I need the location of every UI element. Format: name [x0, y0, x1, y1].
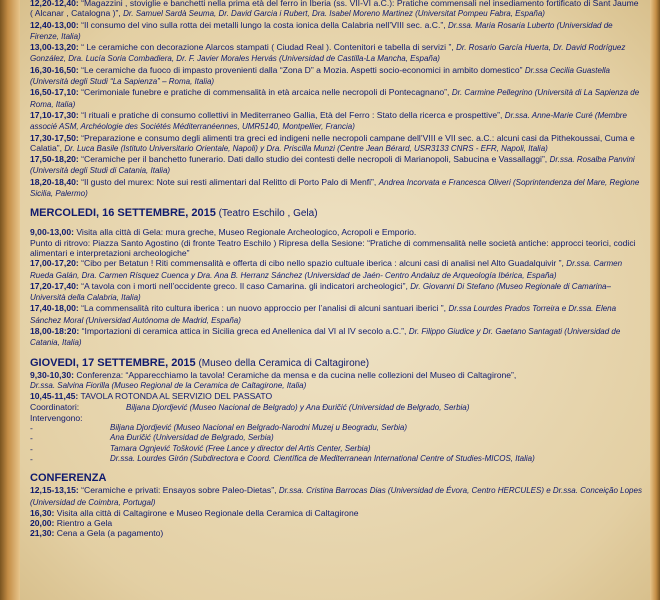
programme-content: [30, 0, 642, 539]
programme-entry: 9,00-13,00: Visita alla città di Gela: mura greche, Museo Regionale Archeologico, Acropoli e Emporio.: [30, 227, 417, 238]
programme-entry: 12,15-13,15: “Ceramiche e privati: Ensayos sobre Paleo-Dietas”, Dr.ssa. Cristina Barrocas Dias (Universidad de Évora, Centro HERCULES) e Dr.ssa. Conceição Lopes (Universidad de Coimbra, Portugal): [30, 485, 642, 507]
programme-entry: 18,00-18:20: “Importazioni di ceramica attica in Sicilia greca ed Anellenica dal VI al IV secolo a.C.”, Dr. Filippo Giudice y Dr. Gaetano Santagati (Universidad de Catania, Italia): [30, 326, 621, 348]
conferenza-heading: CONFERENZA: [30, 472, 107, 485]
programme-entry: 12,20-12,40: “Magazzini , stoviglie e banchetti nella prima età del ferro in Iberia (ss. VII-VI a.C.): Pratiche commensali nel insediamento fortificato di Sant Jaume ( Alcanar , Catalogna )”, Dr. Samuel Sardà Seuma, Dr. David Garcia i Rubert, Dra. Isabel Moreno Martinez (Universitat Pompeu Fabra, España): [30, 0, 639, 19]
programme-entry: 13,00-13,20: “ Le ceramiche con decorazione Alarcos stampati ( Ciudad Real ). Contenitori e tabella di servizi ”, Dr. Rosario García Huerta, Dr. David Rodríguez González, Dra. Lucía Soria Combadiera, Dr. F. Javier Morales Hervás (Universidad de Castilla-La Mancha, España): [30, 42, 626, 64]
coordinators-line: Coordinatori: Biljana Djordjević (Museo Nacional de Belgrado) y Ana Đuričić (Universidad de Belgrado, Serbia): [30, 401, 470, 412]
programme-entry: 17,00-17,20: “Cibo per Betatun ! Riti commensalità e offerta di cibo nello spazio cultuale iberica : alcuni casi di analisi nel Alto Guadalquivir ”, Dr.ssa. Carmen Rueda Galán, Dra. Carmen Rísquez Cuenca y Dra. Ana B. Herranz Sánchez (Universidad de Jaén- Centro Andaluz de Arqueología Ibérica, España): [30, 258, 623, 280]
programme-entry: 17,50-18,20: “Ceramiche per il banchetto funerario. Dati dallo studio dei contesti delle necropoli di Marianopoli, Sabucina e Vassallaggi”, Dr.ssa. Rosalba Panvini (Università degli Studi di Catania, Italia): [30, 154, 635, 176]
speaker-row: - Tamara Ognjević Tošković (Free Lance y director del Artis Center, Serbia): [30, 443, 371, 454]
programme-entry: 17,40-18,00: “La commensalità rito cultura iberica : un nuovo approccio per l’analisi di alcuni santuari iberici ”, Dr.ssa Lourdes Prados Torreira e Dr.ssa. Elena Sánchez Moral (Universidad Autónoma de Madrid, España): [30, 303, 617, 325]
day1-session-list: [30, 0, 642, 199]
programme-entry: 18,20-18,40: “Il gusto del murex: Note sui resti alimentari dal Relitto di Porto Palo di Menfi”, Andrea Incorvata e Francesca Oliveri (Soprintendenza del Mare, Regione Sicilia, Palermo): [30, 176, 640, 199]
programme-entry: 12,40-13,00: “Il consumo del vino sulla rotta dei metalli lungo la costa ionica della Calabria nell’VIII sec. a.C.”, Dr.ssa. Maria Rosaria Luberto (Universidad de Firenze, Italia): [30, 19, 613, 41]
speaker-row: - Biljana Djordjević (Museo Nacional en Belgrado-Narodni Muzej u Beogradu, Serbia): [30, 423, 408, 434]
programme-entry: 17,30-17,50: “Preparazione e consumo degli alimenti tra greci ed indigeni nelle necropoli campane dell’VIII e VII sec. a.C.: alcuni casi da Pithekoussai, Cuma e Calatia”, Dr. Luca Basile (Istituto Universitario Orientale, Napoli) y Dra. Priscilla Munzi (Centre Jean Bérard, USR3133 CNRS - EFR, Napoli, Italia): [30, 132, 635, 153]
programme-entry: 9,30-10,30: Conferenza: “Apparecchiamo la tavola! Ceramiche da mensa e da cucina nelle collezioni del Museo di Caltagirone”, Dr.ssa. Salvina Fiorilla (Museo Regional de la Ceramica de Caltagirone, Italia): [30, 369, 517, 390]
speaker-row: - Ana Đuričić (Universidad de Belgrado, Serbia): [30, 433, 274, 444]
programme-entry: 21,30: Cena a Gela (a pagamento): [30, 528, 164, 539]
right-frame-border: [650, 0, 660, 600]
programme-entry: 17,20-17,40: “A tavola con i morti nell’occidente greco. Il caso Camarina. gli indicatori archeologici”, Dr. Giovanni Di Stefano (Museo Regionale di Camarina–Università della Calabria, Italia): [30, 280, 611, 303]
day2-session-list: [30, 227, 642, 348]
conferenza-session-list: [30, 485, 642, 538]
speaker-row: - Dr.ssa. Lourdes Girón (Subdirectora e Coord. Científica de Mediterranean International Centre of Studies-MICOS, Italia): [30, 453, 535, 464]
day3-session-list: [30, 370, 642, 465]
left-frame-border: [0, 0, 20, 600]
meeting-point-text: Punto di ritrovo: Piazza Santo Agostino (di fronte Teatro Eschilo ) Ripresa della Sesione: “Pratiche di commensalità nelle società antiche: approcci teorici, codici alimentari e interpretazioni archeologiche”: [30, 237, 636, 258]
day3-heading: GIOVEDI, 17 SETTEMBRE, 2015 (Museo della Ceramica di Caltagirone): [30, 356, 370, 369]
programme-entry: 10,45-11,45: TAVOLA ROTONDA AL SERVIZIO DEL PASSATO: [30, 391, 273, 402]
programme-entry: 16,30-16,50: “Le ceramiche da fuoco di impasto provenienti dalla “Zona D” a Mozia. Aspetti socio-economici in ambito domestico” Dr.ssa Cecilia Guastella (Università degli Studi “La Sapienza” – Roma, Italia): [30, 64, 610, 87]
programme-entry: 16,50-17,10: “Cerimoniale funebre e pratiche di commensalità in età arcaica nelle necropoli di Pontecagnano”, Dr. Carmine Pellegrino (Università di La Sapienza de Roma, Italia): [30, 87, 640, 109]
programme-entry: 17,10-17,30: “I rituali e pratiche di consumo collettivi in Mediterraneo Gallia, Età del Ferro : Stato della ricerca e prospettive”, Dr.ssa. Anne-Marie Curé (Membre associé ASM, Archéologie des Sociétés Méditerranéennes, UMR5140, Montpellier, Francia): [30, 109, 627, 132]
programme-entry: 20,00: Rientro a Gela: [30, 518, 113, 529]
programme-entry: 16,30: Visita alla città di Caltagirone e Museo Regionale della Ceramica di Caltagirone: [30, 507, 359, 518]
day2-heading: MERCOLEDI, 16 SETTEMBRE, 2015 (Teatro Eschilo , Gela): [30, 207, 318, 220]
speakers-label: Intervengono:: [30, 412, 83, 423]
